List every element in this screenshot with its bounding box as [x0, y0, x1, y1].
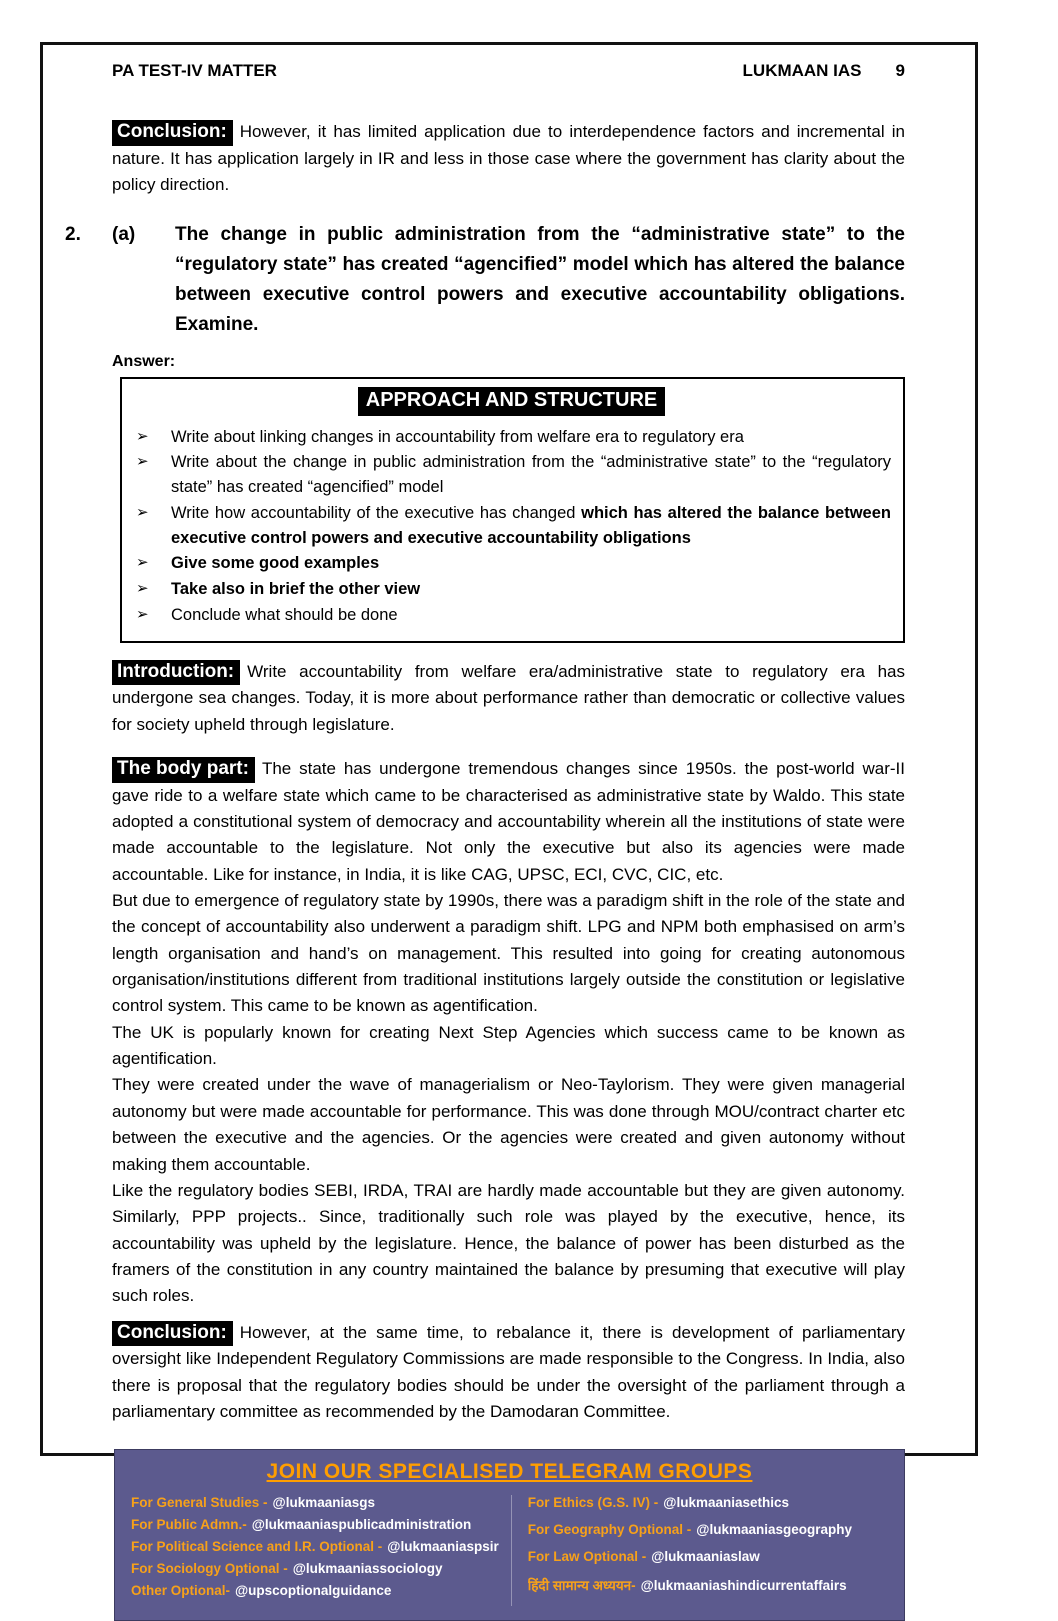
introduction-text: Write accountability from welfare era/administrative state to regulatory era has undergone sea changes. Today, it is more about performance rather than democratic or collective values for society upheld through legislature.: [112, 661, 905, 734]
conclusion-bottom-label: Conclusion:: [112, 1321, 233, 1347]
question-number: 2.: [65, 224, 81, 246]
telegram-group-row: [131, 1539, 499, 1554]
telegram-group-handle: @lukmaaniasgeography: [696, 1522, 852, 1538]
telegram-groups-box: [114, 1449, 905, 1621]
page-number: 9: [895, 61, 905, 80]
approach-bullet-text: [171, 501, 891, 551]
telegram-groups-right-column: [511, 1495, 888, 1606]
approach-bullet-normal-text: Write about the change in public administration from the “administrative state” to the “regulatory state” has created “agencified” model: [171, 453, 891, 496]
approach-bullet: [132, 551, 891, 576]
telegram-group-row: [131, 1583, 499, 1598]
approach-bullet-text: [171, 425, 891, 450]
arrow-bullet-icon: ➢: [136, 605, 149, 623]
introduction-paragraph: [112, 659, 905, 738]
telegram-group-row: [528, 1495, 888, 1510]
telegram-group-row: [131, 1561, 499, 1576]
approach-bullet-bold-text: Give some good examples: [171, 554, 380, 573]
question-block: [65, 220, 905, 340]
page-frame: [40, 42, 978, 1599]
body-paragraph: They were created under the wave of managerialism or Neo-Taylorism. They were given managerial autonomy but were made accountable for performance. This was done through MOU/contract charter etc between the executive and the agencies. Or the agencies were created and given autonomy without making them accountable.: [112, 1075, 905, 1174]
question-text: The change in public administration from the “administrative state” to the “regulatory state” has created “agencified” model which has altered the balance between executive control powers and executive accountability obligations. Examine.: [175, 224, 905, 336]
conclusion-bottom-paragraph: [112, 1320, 905, 1426]
telegram-group-label: For Sociology Optional -: [131, 1561, 288, 1577]
telegram-group-handle: @lukmaaniaspublicadministration: [251, 1517, 472, 1533]
conclusion-top-label: Conclusion:: [112, 120, 233, 146]
telegram-group-row: [528, 1522, 888, 1537]
page-header: [112, 61, 905, 81]
arrow-bullet-icon: ➢: [136, 453, 149, 471]
telegram-groups-columns: [131, 1495, 888, 1606]
telegram-group-label: For Ethics (G.S. IV) -: [527, 1495, 659, 1511]
approach-bullet: [132, 425, 891, 450]
telegram-group-row: [528, 1549, 888, 1564]
telegram-group-handle: @lukmaaniasgs: [272, 1495, 375, 1511]
approach-bullet-text: [171, 577, 891, 602]
approach-bullet: [132, 501, 891, 551]
telegram-group-label: For General Studies -: [131, 1495, 268, 1511]
approach-bullet-normal-text: Write about linking changes in accountability from welfare era to regulatory era: [171, 427, 744, 446]
question-part: (a): [112, 224, 136, 246]
approach-bullet-bold-text: Take also in brief the other view: [171, 580, 421, 598]
body-lead-paragraph: [112, 756, 905, 888]
telegram-groups-left-column: [131, 1495, 511, 1606]
arrow-bullet-icon: ➢: [136, 554, 149, 572]
approach-bullet: [132, 450, 891, 500]
body-paragraph: But due to emergence of regulatory state by 1990s, there was a paradigm shift in the role of the state and the concept of accountability also underwent a paradigm shift. LPG and NPM both emphasised on arm’s length organisation and hand’s on management. This resulted into going for creating autonomous organisation/institutions different from traditional institutions largely outside the constitution or legislative control system. This came to be known as agentification.: [112, 891, 905, 1016]
approach-bullet-bold-text: which has altered the balance between executive control powers and executive accountability obligations: [171, 503, 891, 547]
answer-label: Answer:: [112, 352, 176, 370]
introduction-label: Introduction:: [112, 660, 240, 686]
arrow-bullet-icon: ➢: [136, 427, 149, 445]
approach-bullet-text: [171, 603, 891, 628]
telegram-group-label: हिंदी सामान्य अध्ययन-: [527, 1578, 636, 1594]
arrow-bullet-icon: ➢: [136, 503, 149, 521]
approach-bullet-text: [171, 450, 891, 500]
brand-name: LUKMAAN IAS: [742, 61, 862, 80]
approach-box-title: APPROACH AND STRUCTURE: [358, 387, 665, 416]
header-title: PA TEST-IV MATTER: [112, 61, 277, 80]
conclusion-top-text: However, it has limited application due to interdependence factors and incremental in nature. It has application largely in IR and less in those case where the government has clarity about the policy direction.: [112, 122, 905, 195]
telegram-group-label: For Geography Optional -: [527, 1522, 692, 1538]
telegram-group-handle: @lukmaaniashindicurrentaffairs: [640, 1578, 847, 1594]
approach-bullet-normal-text: Conclude what should be done: [171, 605, 398, 624]
body-lead-text: The state has undergone tremendous changes since 1950s. the post-world war-II gave ride to a welfare state which came to be characterised as administrative state by Waldo. This state adopted a constitutional system of democracy and accountability wherein all the institutions of state were made accountable to the legislature. Not only the executive but also its agencies were made accountable. Like for instance, in India, it is like CAG, UPSC, ECI, CVC, CIC, etc.: [112, 758, 905, 884]
body-paragraph: The UK is popularly known for creating Next Step Agencies which success came to be known as agentification.: [112, 1022, 905, 1069]
telegram-group-handle: @lukmaaniaslaw: [651, 1549, 760, 1565]
conclusion-bottom-text: However, at the same time, to rebalance it, there is development of parliamentary oversight like Independent Regulatory Commissions are made responsible to the Congress. In India, also there is proposal that the regulatory bodies should be under the oversight of the parliament through a parliamentary committee as recommended by the Damodaran Committee.: [112, 1322, 905, 1421]
telegram-group-row: [131, 1517, 499, 1532]
telegram-group-label: For Public Admn.-: [131, 1517, 247, 1533]
telegram-groups-title: JOIN OUR SPECIALISED TELEGRAM GROUPS: [266, 1460, 753, 1484]
approach-bullet: [132, 577, 891, 602]
approach-box-title-row: [132, 387, 891, 416]
approach-structure-box: [120, 377, 905, 643]
telegram-group-label: For Political Science and I.R. Optional -: [131, 1539, 383, 1555]
body-part-label: The body part:: [112, 757, 255, 783]
body-paragraph: Like the regulatory bodies SEBI, IRDA, TRAI are hardly made accountable but they are given autonomy. Similarly, PPP projects.. Since, traditionally such role was played by the executive, hence, its accountability was upheld by the legislature. Hence, the balance of power has been disturbed as the framers of the constitution in any country maintained the balance by presuming that executive will play such roles.: [112, 1180, 905, 1306]
telegram-group-handle: @upscoptionalguidance: [235, 1583, 392, 1599]
telegram-group-row: [131, 1495, 499, 1510]
conclusion-top-paragraph: [112, 119, 905, 198]
approach-bullet: [132, 603, 891, 628]
telegram-group-handle: @lukmaaniaspsir: [387, 1539, 499, 1555]
telegram-group-handle: @lukmaaniasethics: [663, 1495, 789, 1511]
telegram-group-label: For Law Optional -: [527, 1549, 647, 1565]
arrow-bullet-icon: ➢: [136, 580, 149, 597]
approach-bullet-normal-text: Write how accountability of the executive has changed: [171, 503, 582, 522]
approach-bullet-text: [171, 551, 891, 576]
telegram-group-label: Other Optional-: [131, 1583, 230, 1599]
telegram-group-row: [528, 1576, 888, 1594]
header-right: [743, 61, 905, 81]
telegram-group-handle: @lukmaaniassociology: [292, 1561, 443, 1577]
